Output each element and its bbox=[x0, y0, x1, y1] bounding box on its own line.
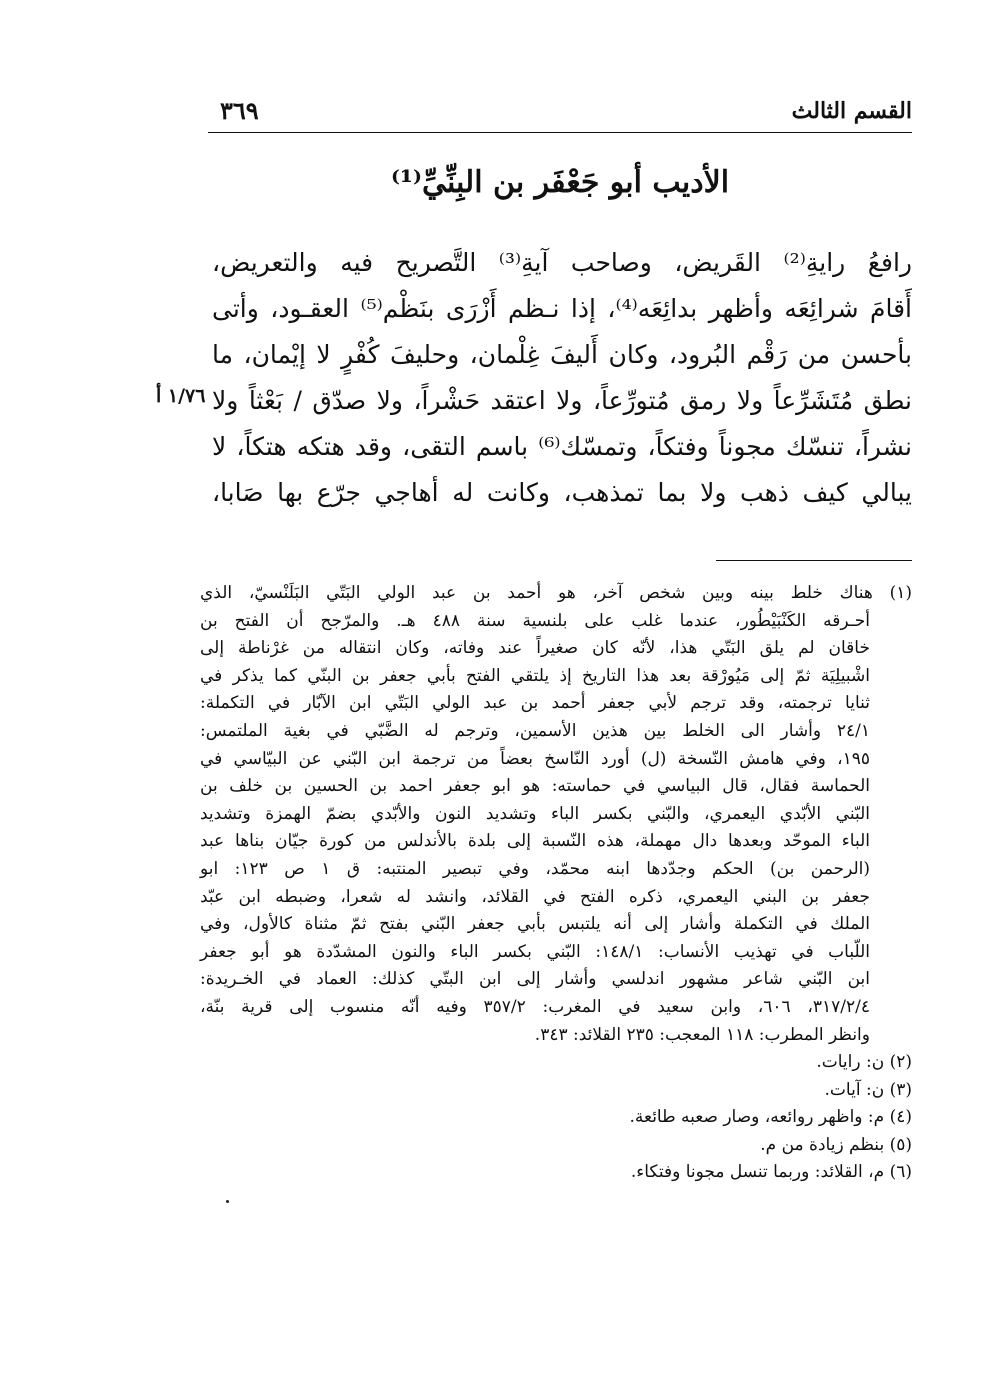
footnote-1-line: ابن البّني شاعر مشهور اندلسي وأشار إلى ابن البتّي كذلك: العماد في الخـريدة: bbox=[200, 969, 870, 990]
body-paragraph bbox=[212, 240, 912, 516]
footnote-1-line: اللّباب في تهذيب الأنساب: ١٤٨/١: البّني بكسر الباء والنون المشدّدة هو أبو جعفر bbox=[200, 941, 871, 962]
footnote-1-line: ثنايا ترجمته، وقد ترجم لأبي جعفر أحمد بن عبد الولي البَتّي ابن الآبّار في التكملة: bbox=[200, 693, 870, 714]
footnote-1-line: البّني الأبّدي اليعمري، والبّني بكسر الباء وتشديد النون والأبّدي بضمّ الهمزة وتشديد bbox=[200, 803, 870, 824]
footnote-5: (٥) بنظم زيادة من م. bbox=[760, 1134, 912, 1155]
footnotes bbox=[200, 580, 912, 1187]
manuscript-folio-note: ١/٧٦ أ bbox=[156, 385, 206, 407]
body-line: نطق مُتَشَرِّعاً ولا رمق مُتورِّعاً، ولا اعتقد حَشْراً، ولا صدّق / بَعْثاً ولا bbox=[212, 386, 912, 415]
footnote-6: (٦) م، القلائد: وربما تنسل مجونا وفتكاء. bbox=[630, 1162, 912, 1183]
footnote-1-line: ٢٤/١ وأشار الى الخلط بين هذين الأسمين، وترجم له الضَّبّي في بغية الملتمس: bbox=[200, 720, 870, 741]
footnote-1-line: أحـرقه الكَنْبَيْطُور، عندما غلب على بلنسية سنة ٤٨٨ هـ. والمرّجح أن الفتح بن bbox=[200, 610, 870, 631]
footnote-separator bbox=[716, 560, 912, 561]
footnote-4: (٤) م: واظهر روائعه، وصار صعبه طائعة. bbox=[629, 1107, 912, 1128]
footnote-1-line: ٣١٧/٢/٤، ٦٠٦، وابن سعيد في المغرب: ٣٥٧/٢ وفيه أنّه منسوب إلى قرية بنّة، bbox=[200, 996, 870, 1017]
running-head: القسم الثالث bbox=[791, 98, 912, 124]
footnote-1-line: الحماسة فقال، قال البياسي في حماسته: هو ابو جعفر احمد بن الحسين بن خلف بن bbox=[200, 776, 870, 797]
body-line: رافعُ رايةِ⁽²⁾ القَريض، وصاحب آيةِ⁽³⁾ التَّصريح فيه والتعريض، bbox=[212, 248, 912, 277]
footnote-1-line: (١) هناك خلط بينه وبين شخص آخر، هو أحمد بن عبد الولي البَتّي البَلَنْسيّ، الذي bbox=[200, 583, 912, 603]
footnote-2: (٢) ن: رايات. bbox=[816, 1052, 912, 1073]
body-line: أَقامَ شرائِعَه وأظهر بدائِعَه⁽⁴⁾، إذا نـظم أَزْرَى بنَظْم⁽⁵⁾ العقـود، وأتى bbox=[212, 294, 912, 323]
footnote-1-line: خاقان لم يلق البَتّي هذا، لأنّه كان صغيراً عند وفاته، وكان انتقاله من غرْناطة إلى bbox=[200, 638, 870, 659]
footnote-1-line: (الرحمن بن) الحكم وجدّدها ابنه محمّد، وفي تبصير المنتبه: ق ١ ص ١٢٣: ابو bbox=[200, 858, 870, 879]
scan-speck bbox=[226, 1200, 229, 1203]
footnote-1-line: اشْبيلِيَة ثمّ إلى مَيُورْقة بعد هذا التاريخ إذ يلتقي الفتح بأبي جعفر بن البنّي كما يذكر في bbox=[200, 665, 870, 686]
page-header bbox=[208, 98, 912, 133]
footnote-1-line: الباء الموحّد وبعدها دال مهملة، هذه النّسبة إلى بلدة بالأندلس من كورة جيّان بناها عبد bbox=[200, 831, 870, 852]
body-line: بأحسن من رَقْم البُرود، وكان أَليفَ غِلْمان، وحليفَ كُفْرٍ لا إيْمان، ما bbox=[212, 340, 912, 369]
page-number: ٣٦٩ bbox=[220, 96, 259, 125]
footnote-3: (٣) ن: آيات. bbox=[824, 1079, 912, 1100]
body-line: نشراً، تنسّك مجوناً وفتكاً، وتمسّك⁽⁶⁾ باسم التقى، وقد هتكه هتكاً، لا bbox=[212, 432, 912, 461]
footnote-1-line: ١٩٥، وفي هامش النّسخة (ل) أورد النّاسخ بعضاً من ترجمة ابن البّني عن البيّاسي في bbox=[200, 748, 870, 769]
footnote-1-line: وانظر المطرب: ١١٨ المعجب: ٢٣٥ القلائد: ٣٤٣. bbox=[534, 1024, 870, 1045]
section-title: الأديب أبو جَعْفَر بن البِنِّيِّ⁽¹⁾ bbox=[390, 165, 730, 200]
footnote-1-line: الملك في التكملة وأشار إلى أنه يلتبس بأبي جعفر البّني بفتح ثمّ مثناة كالأول، وفي bbox=[200, 914, 870, 935]
body-line: يبالي كيف ذهب ولا بما تمذهب، وكانت له أهاجي جرّع بها صَابا، bbox=[212, 478, 912, 507]
footnote-1-line: جعفر بن البني اليعمري، ذكره الفتح في القلائد، وانشد له شعرا، وضبطه ابن عبّد bbox=[200, 886, 870, 907]
